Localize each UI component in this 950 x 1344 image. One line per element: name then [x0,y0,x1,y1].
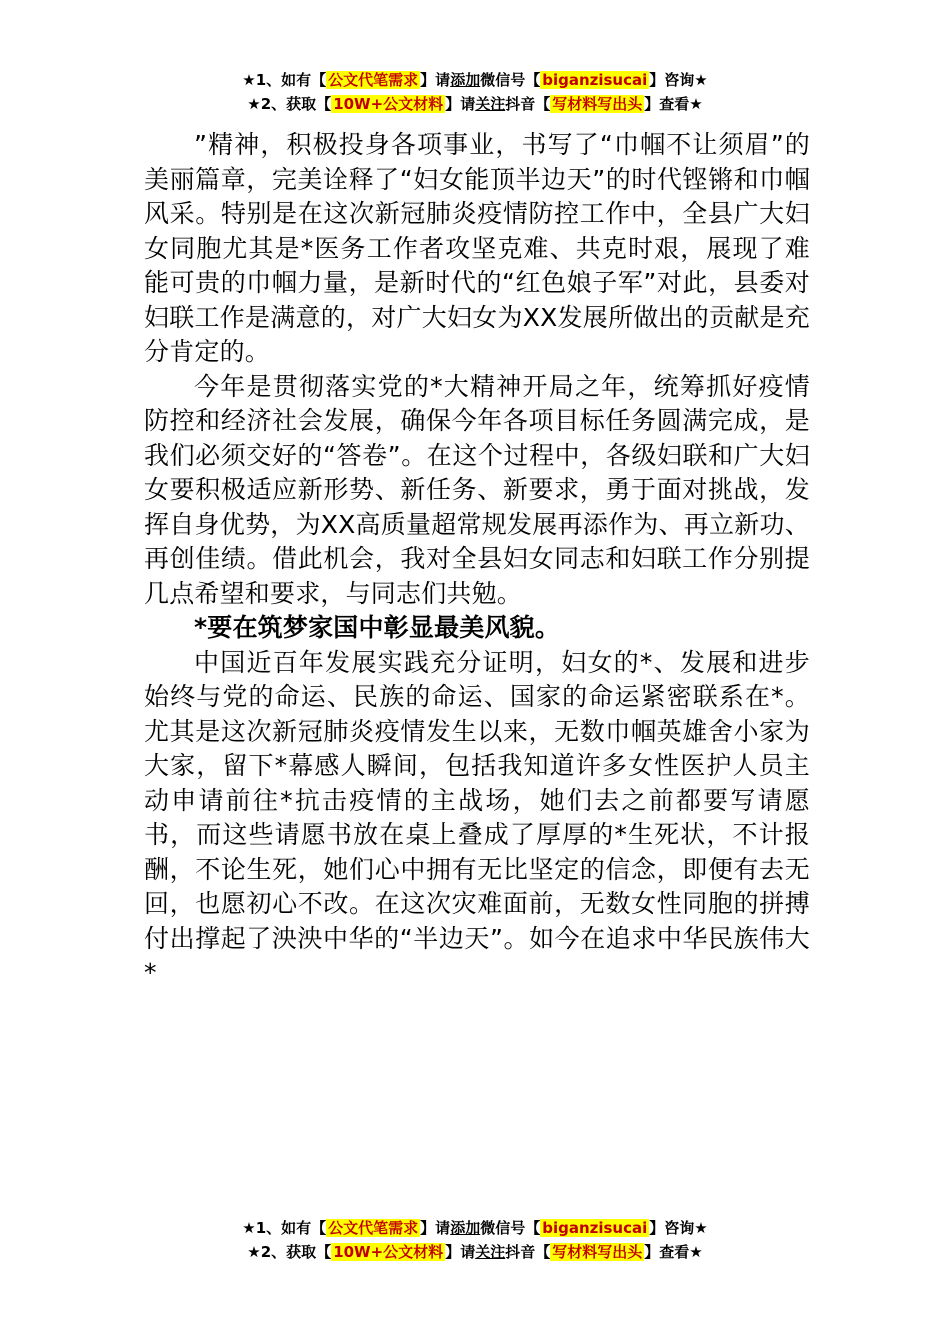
banner-text: 】咨询★ [649,71,708,89]
banner-text: 】请 [420,1219,451,1237]
banner-highlight: 写材料写出头 [552,95,643,113]
header-banner [0,68,950,116]
banner-text: 】请 [445,95,476,113]
paragraph-2: 今年是贯彻落实党的*大精神开局之年，统筹抓好疫情防控和经济社会发展，确保今年各项目标任务圆满完成，是我们必须交好的“答卷”。在这个过程中，各级妇联和广大妇女要积极适应新形势、新任务、新要求，勇于面对挑战，发挥自身优势，为XX高质量超常规发展再添作为、再立新功、再创佳绩。借此机会，我对全县妇女同志和妇联工作分别提几点希望和要求，与同志们共勉。 [144,371,810,608]
banner-text: 抖音【 [505,1243,551,1261]
banner-text: 微信号【 [480,1219,541,1237]
document-body [144,128,810,991]
banner-text: 抖音【 [505,95,551,113]
banner-line-2 [0,1240,950,1264]
banner-line-2 [0,92,950,116]
banner-underline: 关注 [475,95,506,113]
banner-text: ★1、如有【 [242,1219,327,1237]
banner-text: ★2、获取【 [247,1243,332,1261]
banner-highlight: 公文代笔需求 [328,71,419,89]
banner-highlight: 公文代笔需求 [328,1219,419,1237]
banner-highlight: 10W+公文材料 [333,1243,444,1261]
banner-highlight: 10W+公文材料 [333,95,444,113]
section-heading: *要在筑梦家国中彰显最美风貌。 [194,613,561,642]
banner-text: 】咨询★ [649,1219,708,1237]
banner-underline: 添加 [450,1219,481,1237]
paragraph-1: ”精神，积极投身各项事业，书写了“巾帼不让须眉”的美丽篇章，完美诠释了“妇女能顶半边天”的时代铿锵和巾帼风采。特别是在这次新冠肺炎疫情防控工作中，全县广大妇女同胞尤其是*医务工作者攻坚克难、共克时艰，展现了难能可贵的巾帼力量，是新时代的“红色娘子军”对此，县委对妇联工作是满意的，对广大妇女为XX发展所做出的贡献是充分肯定的。 [144,130,810,366]
banner-text: 】查看★ [644,1243,703,1261]
footer-banner [0,1216,950,1264]
banner-text: 微信号【 [480,71,541,89]
banner-highlight: biganzisucai [542,1219,648,1237]
banner-underline: 关注 [475,1243,506,1261]
banner-line-1 [0,68,950,92]
banner-highlight: biganzisucai [542,71,648,89]
banner-text: ★2、获取【 [247,95,332,113]
banner-text: 】请 [445,1243,476,1261]
banner-text: ★1、如有【 [242,71,327,89]
paragraph-3: 中国近百年发展实践充分证明，妇女的*、发展和进步始终与党的命运、民族的命运、国家的命运紧密联系在*。尤其是这次新冠肺炎疫情发生以来，无数巾帼英雄舍小家为大家，留下*幕感人瞬间，包括我知道许多女性医护人员主动申请前往*抗击疫情的主战场，她们去之前都要写请愿书，而这些请愿书放在桌上叠成了厚厚的*生死状，不计报酬，不论生死，她们心中拥有无比坚定的信念，即便有去无回，也愿初心不改。在这次灾难面前，无数女性同胞的拼搏付出撑起了泱泱中华的“半边天”。如今在追求中华民族伟大* [144,647,810,987]
banner-underline: 添加 [450,71,481,89]
banner-line-1 [0,1216,950,1240]
banner-text: 】请 [420,71,451,89]
banner-text: 】查看★ [644,95,703,113]
banner-highlight: 写材料写出头 [552,1243,643,1261]
